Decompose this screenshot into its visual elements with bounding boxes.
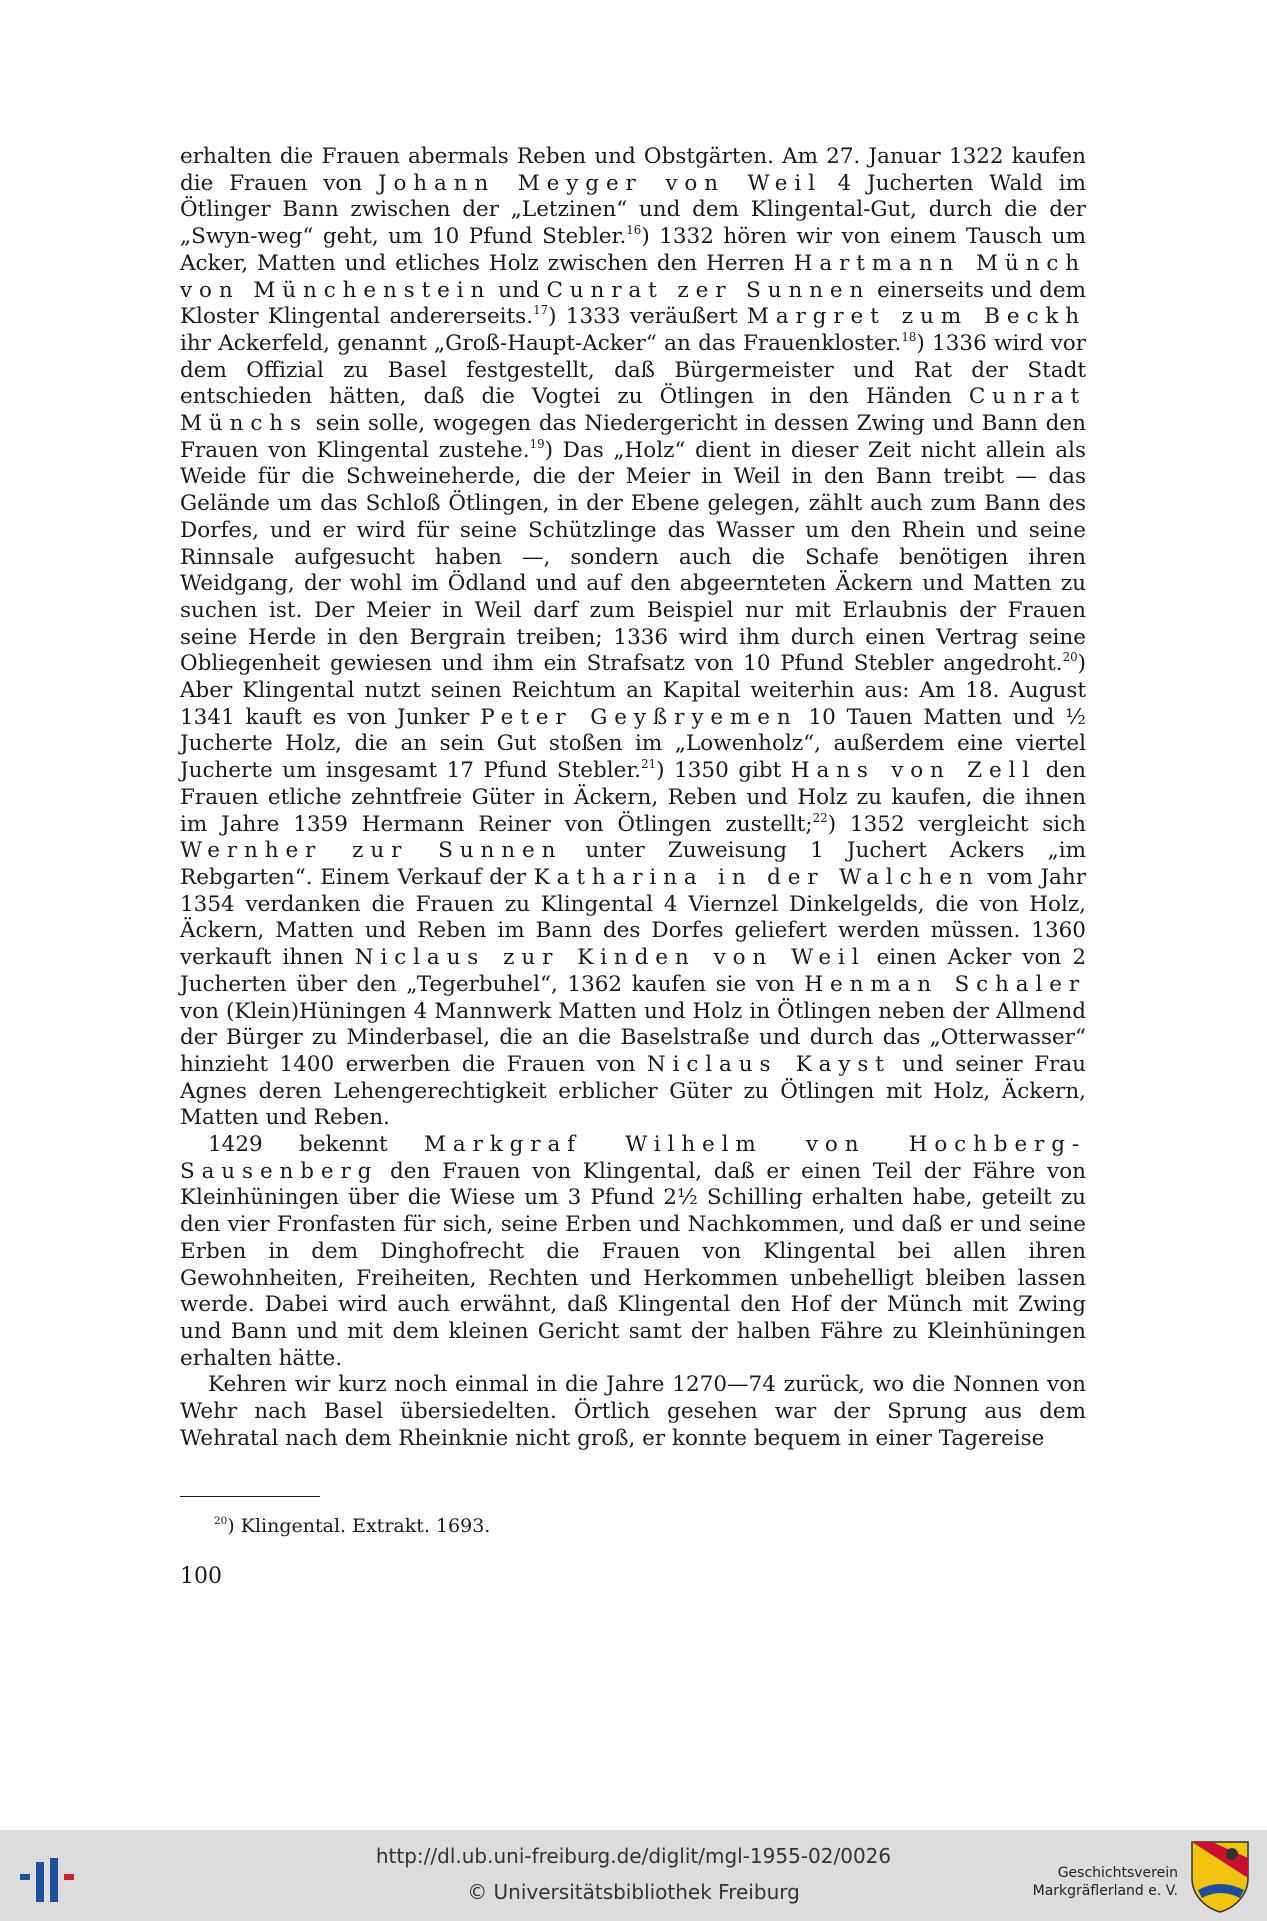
footnote-ref: 17 [533, 303, 549, 318]
spaced-name: Margret zum Beckh [746, 304, 1086, 330]
text-run: und [491, 277, 547, 303]
coat-of-arms-icon [1188, 1838, 1252, 1914]
spaced-name: Wernher zur Sunnen [180, 838, 563, 864]
footnote-text: ) Klingental. Extrakt. 1693. [227, 1515, 491, 1537]
spaced-name: Cunrat Münchs [180, 384, 1086, 437]
text-run: ) Aber Klingental nutzt seinen Reichtum an Kapital weiterhin aus: Am 18. August 1341 kauft es von Junker [180, 651, 1086, 730]
text-run: sein solle, wogegen das Niedergericht in dessen Zwing und Bann den Frauen von Klingental zustehe. [180, 411, 1086, 463]
paragraph-1 [180, 144, 1086, 1132]
spaced-name: Markgraf Wilhelm von Hochberg-Sausenberg [180, 1132, 1086, 1184]
spaced-name: Peter Geyßryemen [480, 704, 798, 730]
footer-bar [0, 1830, 1267, 1921]
spaced-name: Niclaus Kayst [646, 1051, 891, 1077]
text-run: ihr Ackerfeld, genannt „Groß-Haupt-Acker“ an das Frauenkloster. [180, 330, 902, 356]
spaced-name: Henman Schaler [804, 971, 1086, 997]
text-run: ) 1333 veräußert [548, 304, 747, 330]
text-run: den Frauen von Klingental, daß er einen Teil der Fähre von Kleinhüningen über die Wiese um 3 Pfund 2½ Schilling erhalten habe, geteilt zu den vier Fronfasten für sich, seine Erben und Nachkommen, und daß er und seine Erben in dem Dinghofrecht die Frauen von Klingental bei allen ihren Gewohnheiten, Freiheiten, Rechten und Herkommen unbehelligt bleiben lassen werde. Dabei wird auch erwähnt, daß Klingental den Hof der Münch mit Zwing und Bann und mit dem kleinen Gericht samt der halben Fähre zu Kleinhüningen erhalten hätte. [180, 1158, 1086, 1371]
text-run: und seiner Frau Agnes deren Lehengerechtigkeit erblicher Güter zu Ötlingen mit Holz, Äckern, Matten und Reben. [180, 1051, 1086, 1131]
text-run: von (Klein)Hüningen 4 Mannwerk Matten und Holz in Ötlingen neben der Allmend der Bürger zu Minderbasel, die an die Baselstraße und durch das „Otterwasser“ hinzieht 1400 erwerben die Frauen von [180, 998, 1086, 1077]
page-number: 100 [180, 1564, 222, 1589]
text-run: unter Zuweisung 1 Juchert Ackers „im Rebgarten“. Einem Verkauf der [180, 838, 1087, 890]
footer-url-link[interactable]: http://dl.ub.uni-freiburg.de/diglit/mgl-1955-02/0026 [375, 1844, 892, 1868]
footnote-ref: 19 [529, 436, 545, 451]
society-line-2: Markgräflerland e. V. [1032, 1883, 1178, 1899]
text-run: ) 1350 gibt [656, 758, 791, 784]
footnote-ref: 21 [641, 757, 657, 772]
text-run: einen Acker von 2 Jucherten über den „Tegerbuhel“, 1362 kaufen sie von [180, 945, 1087, 997]
text-run: ) 1336 wird vor dem Offizial zu Basel festgestellt, daß Bürgermeister und Rat der Stadt entschieden hätten, daß die Vogtei zu Ötlingen in den Händen [180, 330, 1086, 410]
spaced-name: Katharina in der Walchen [533, 864, 980, 890]
text-run: ) 1332 hören wir von einem Tausch um Acker, Matten und etliches Holz zwischen den Herren [180, 224, 1086, 276]
text-run: ) Das „Holz“ dient in dieser Zeit nicht allein als Weide für die Schweineherde, die der Meier in Weil in den Bann treibt — das Gelände um das Schloß Ötlingen, in der Ebene gelegen, zählt auch zum Bann des Dorfes, und er wird für seine Schützlinge das Wasser um den Rhein und seine Rinnsale aufgesucht haben —, sondern auch die Schafe benötigen ihren Weidgang, der wohl im Ödland und auf den abgeernteten Äckern und Matten zu suchen ist. Der Meier in Weil darf zum Beispiel nur mit Erlaubnis der Frauen seine Herde in den Bergrain treiben; 1336 wird ihm durch einen Vertrag seine Obliegenheit gewiesen und ihm ein Strafsatz von 10 Pfund Stebler angedroht. [180, 437, 1086, 677]
text-run: vom Jahr 1354 verdanken die Frauen zu Klingental 4 Viernzel Dinkelgelds, die von Holz, Äckern, Matten und Reben im Bann des Dorfes geliefert werden müssen. 1360 verkauft ihnen [180, 864, 1087, 971]
text-run: erhalten die Frauen abermals Reben und Obstgärten. Am 27. Januar 1322 kaufen die Frauen von [180, 144, 1086, 196]
footnote [214, 1514, 1014, 1538]
footnote-ref: 16 [626, 223, 642, 238]
text-run: den Frauen etliche zehntfreie Güter in Äckern, Reben und Holz zu kaufen, die ihnen im Jahre 1359 Hermann Reiner von Ötlingen zustellt; [180, 758, 1086, 837]
footnote-number: 20 [214, 1515, 228, 1528]
spaced-name: Niclaus zur Kinden von Weil [354, 945, 866, 971]
text-run: Kehren wir kurz noch einmal in die Jahre 1270—74 zurück, wo die Nonnen von Wehr nach Basel übersiedelten. Örtlich gesehen war der Sprung aus dem Wehratal nach dem Rheinknie nicht groß, er konnte bequem in einer Tagereise [180, 1372, 1086, 1451]
text-run: 10 Tauen Matten und ½ Jucherte Holz, die an sein Gut stoßen im „Lowenholz“, außerdem eine viertel Jucherte um insgesamt 17 Pfund Stebler. [180, 704, 1086, 784]
text-run: einerseits und dem Kloster Klingental andererseits. [180, 277, 1087, 330]
spaced-name: Cunrat zer Sunnen [546, 277, 871, 303]
footnote-ref: 20 [1062, 650, 1078, 665]
text-run: 1429 bekennt [208, 1132, 424, 1158]
footnote-rule [180, 1496, 320, 1497]
footnote-ref: 18 [901, 330, 917, 345]
society-line-1: Geschichtsverein [1057, 1865, 1178, 1881]
spaced-name: Hans von Zell [790, 758, 1037, 784]
text-run: ) 1352 vergleicht sich [827, 811, 1086, 837]
paragraph-3 [180, 1372, 1086, 1452]
footnote-ref: 22 [812, 810, 828, 825]
footer-copyright: © Universitätsbibliothek Freiburg [467, 1880, 800, 1904]
page-text [180, 144, 1086, 1452]
spaced-name: Hartmann Münch von Münchenstein [180, 250, 1086, 303]
spaced-name: Johann Meyger von Weil [377, 170, 822, 196]
text-run: 4 Jucherten Wald im Ötlinger Bann zwischen der „Letzinen“ und dem Klingental-Gut, durch die der „Swyn-weg“ geht, um 10 Pfund Stebler. [180, 170, 1086, 250]
footer-society [1018, 1864, 1178, 1900]
paragraph-2 [180, 1132, 1086, 1372]
